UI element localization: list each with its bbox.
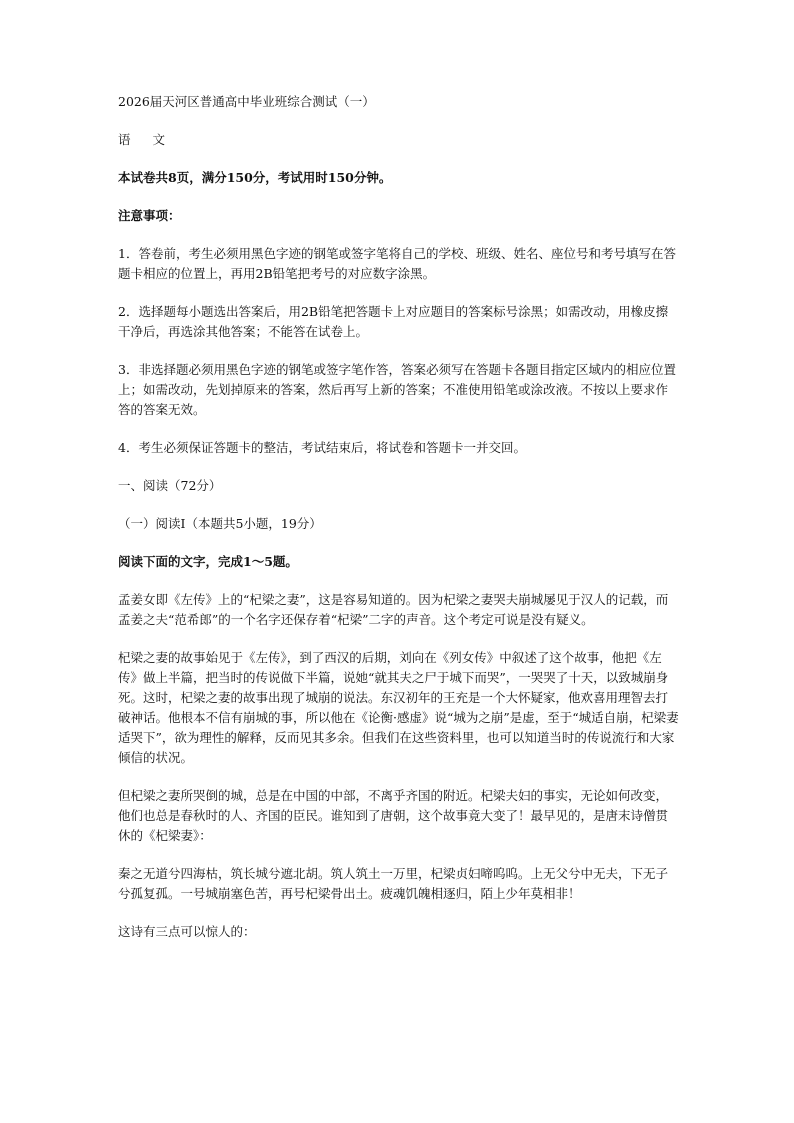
passage-poem: 秦之无道兮四海枯，筑长城兮遮北胡。筑人筑土一万里，杞梁贞妇啼呜呜。上无父兮中无夫，下无子兮孤复孤。一号城崩塞色苦，再号杞梁骨出土。疲魂饥魄相逐归，陌上少年莫相非！ — [118, 866, 669, 901]
exam-info: 本试卷共8页，满分150分，考试用时150分钟。 — [118, 170, 392, 185]
notice-item-1: 1．答卷前，考生必须用黑色字迹的钢笔或签字笔将自己的学校、班级、姓名、座位号和考号填写在答题卡相应的位置上，再用2B铅笔把考号的对应数字涂黑。 — [118, 246, 676, 281]
subject-char-1: 语 — [118, 132, 131, 147]
subject-label — [118, 130, 680, 150]
notice-item-2: 2．选择题每小题选出答案后，用2B铅笔把答题卡上对应题目的答案标号涂黑；如需改动，用橡皮擦干净后，再选涂其他答案；不能答在试卷上。 — [118, 304, 669, 339]
sub-section-title: （一）阅读Ⅰ（本题共5小题，19分） — [118, 516, 322, 531]
exam-page — [118, 92, 680, 942]
part-title: 一、阅读（72分） — [118, 478, 222, 493]
notice-heading: 注意事项： — [118, 208, 181, 223]
reading-instruction: 阅读下面的文字，完成1～5题。 — [118, 554, 298, 569]
exam-title: 2026届天河区普通高中毕业班综合测试（一） — [118, 94, 375, 109]
passage-paragraph-3: 但杞梁之妻所哭倒的城，总是在中国的中部，不离乎齐国的附近。杞梁夫妇的事实，无论如何改变，他们也总是春秋时的人、齐国的臣民。谁知到了唐朝，这个故事竟大变了！最早见的，是唐末诗僧贯休的《杞梁妻》： — [118, 788, 669, 843]
notice-item-4: 4．考生必须保证答题卡的整洁，考试结束后，将试卷和答题卡一并交回。 — [118, 440, 526, 455]
passage-paragraph-5: 这诗有三点可以惊人的： — [118, 924, 256, 939]
passage-paragraph-2: 杞梁之妻的故事始见于《左传》，到了西汉的后期，刘向在《列女传》中叙述了这个故事，他把《左传》做上半篇，把当时的传说做下半篇，说她“就其夫之尸于城下而哭”，一哭哭了十天，以致城崩身死。这时，杞梁之妻的故事出现了城崩的说法。东汉初年的王充是一个大怀疑家，他欢喜用理智去打破神话。他根本不信有崩城的事，所以他在《论衡·感虚》说“城为之崩”是虚，至于“城适自崩，杞梁妻适哭下”，欲为理性的解释，反而见其多余。但我们在这些资料里，也可以知道当时的传说流行和大家倾信的状况。 — [118, 650, 679, 765]
subject-char-2: 文 — [152, 132, 166, 147]
notice-item-3: 3．非选择题必须用黑色字迹的钢笔或签字笔作答，答案必须写在答题卡各题目指定区域内的相应位置上；如需改动，先划掉原来的答案，然后再写上新的答案；不准使用铅笔或涂改液。不按以上要求作答的答案无效。 — [118, 362, 676, 417]
passage-paragraph-1: 孟姜女即《左传》上的“杞梁之妻”，这是容易知道的。因为杞梁之妻哭夫崩城屡见于汉人的记载，而孟姜之夫“范希郎”的一个名字还保存着“杞梁”二字的声音。这个考定可说是没有疑义。 — [118, 592, 669, 627]
